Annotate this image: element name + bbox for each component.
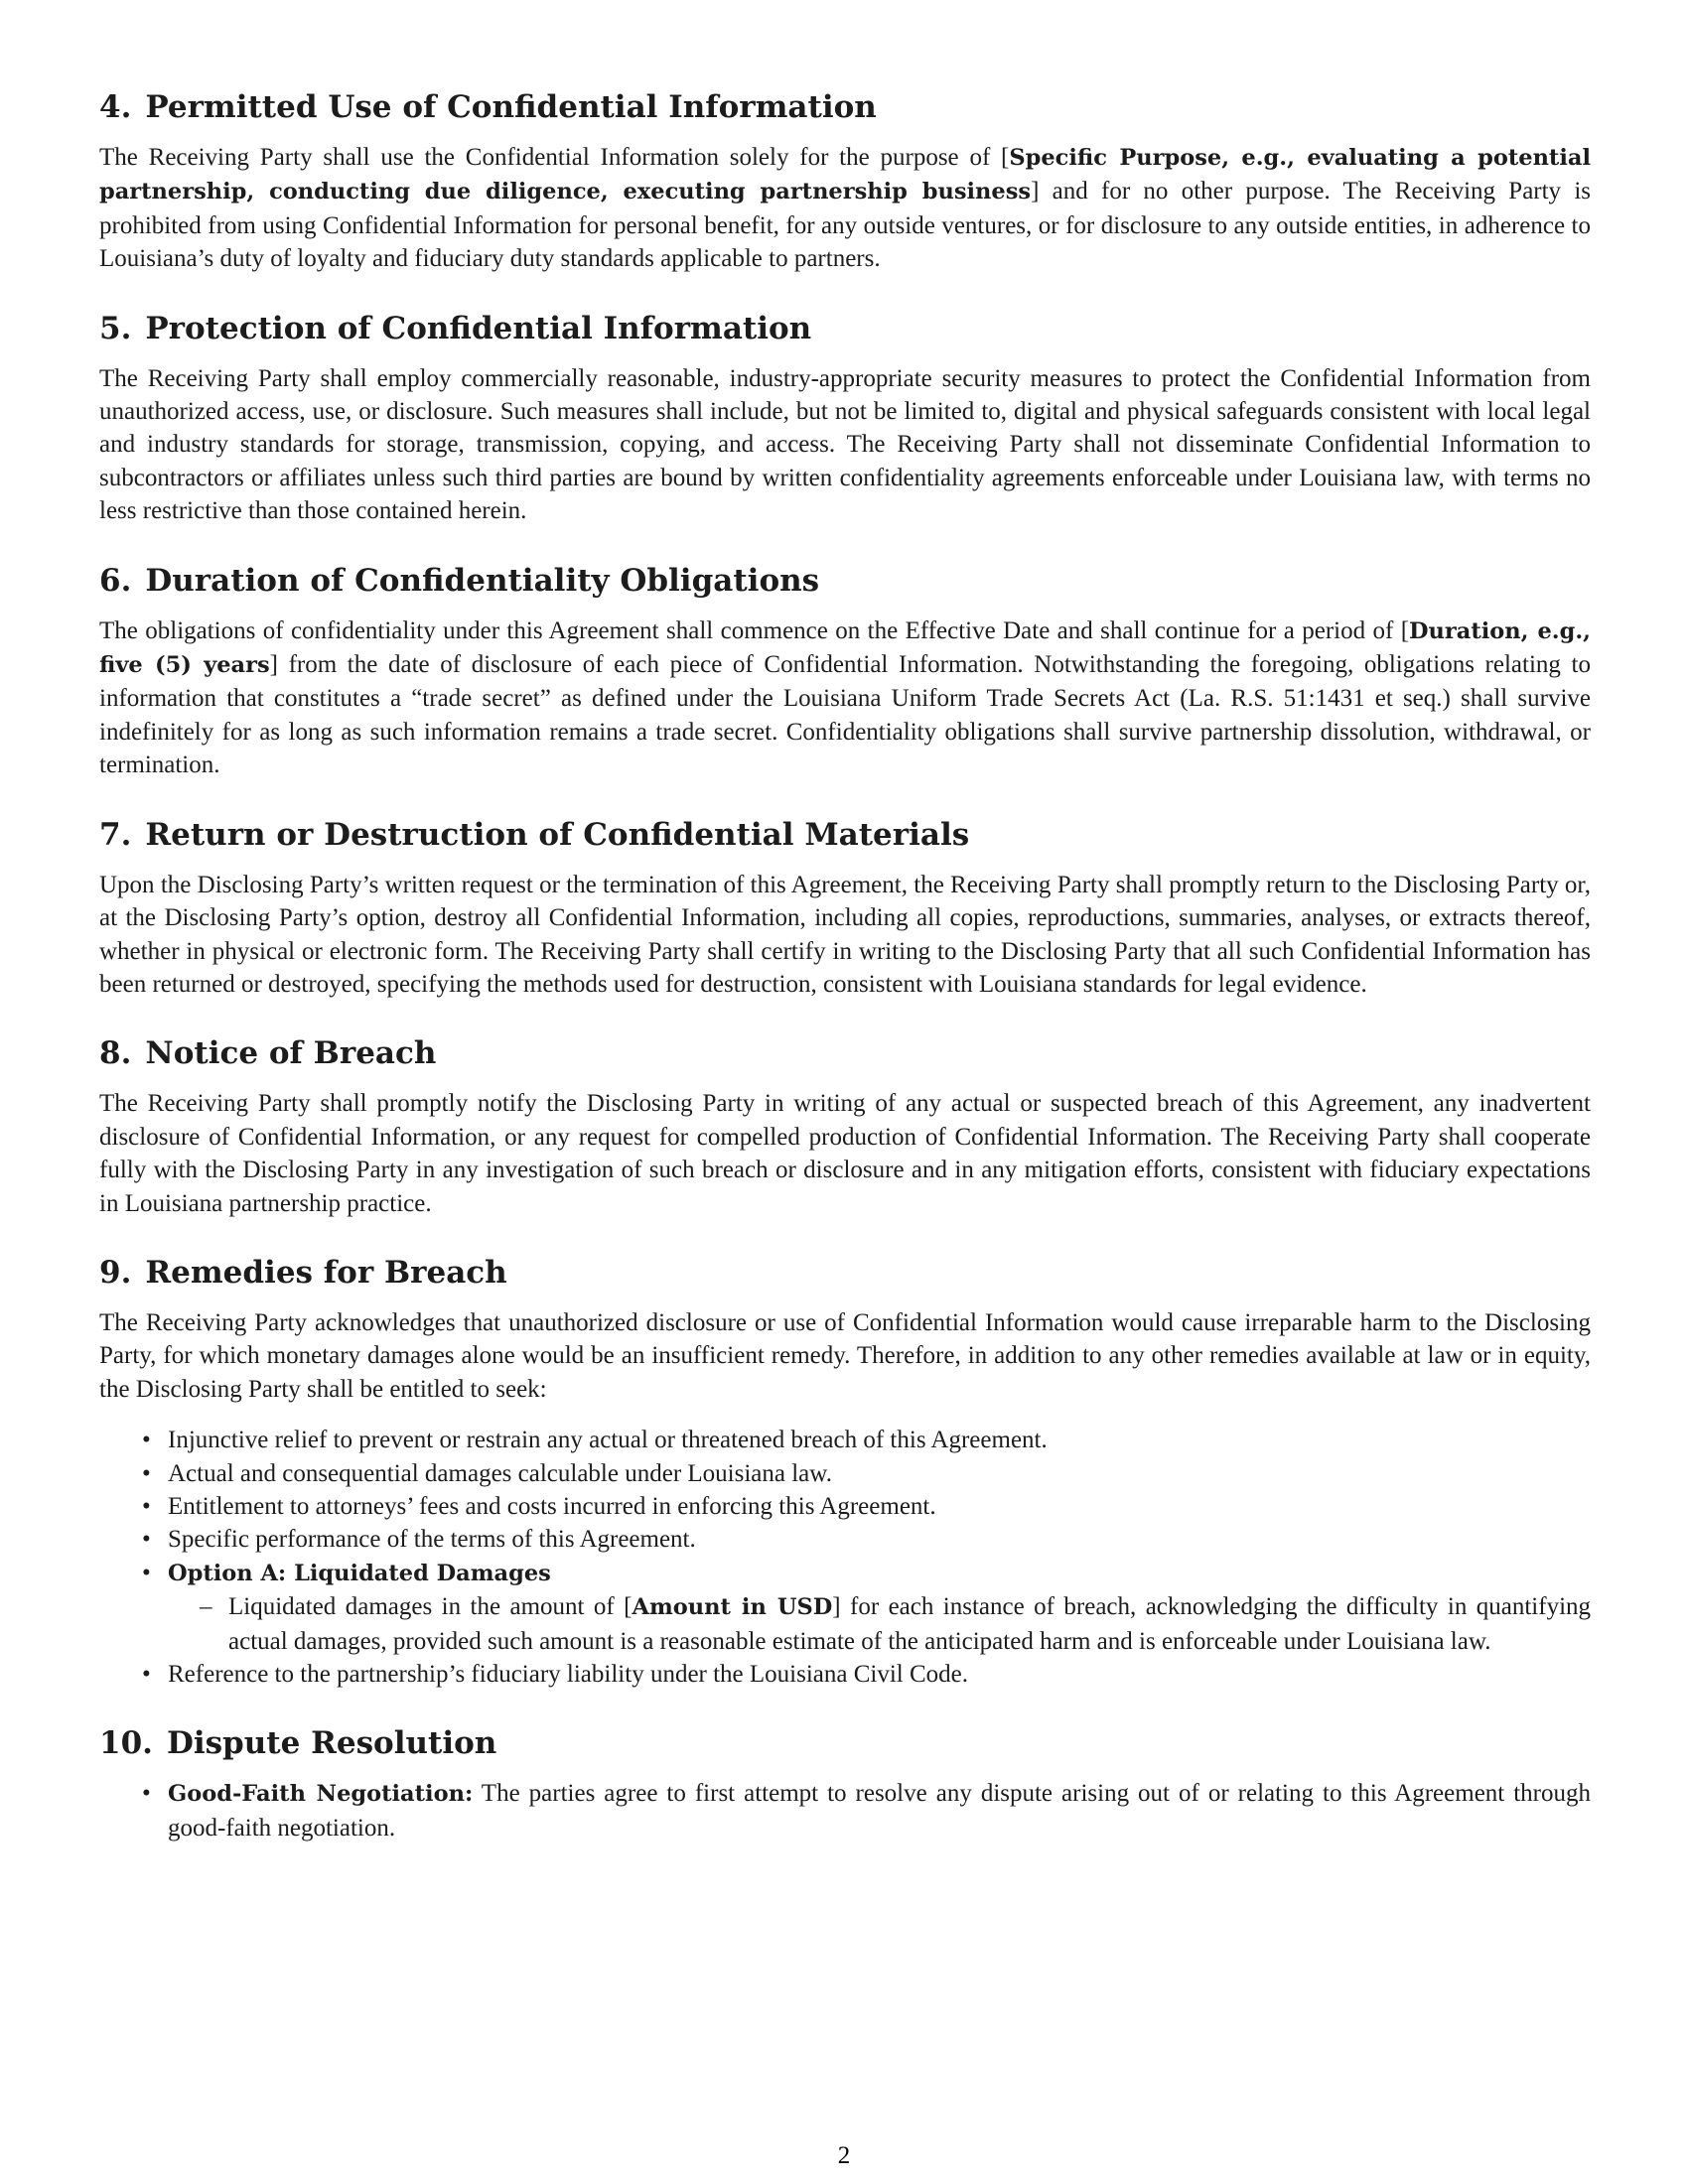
- placeholder-text: Specific Purpose, e.g., evaluating a potential partnership, conducting due diligence, executing partnership business: [99, 145, 1591, 205]
- section-10: [99, 1723, 1591, 1844]
- section-heading: 5. Protection of Confidential Information: [99, 310, 812, 346]
- section-heading: 6. Duration of Confidentiality Obligations: [99, 562, 820, 599]
- section-heading: 9. Remedies for Breach: [99, 1254, 507, 1291]
- section-heading: 10. Dispute Resolution: [99, 1725, 497, 1762]
- list-item: • Reference to the partnership’s fiduciary liability under the Louisiana Civil Code.: [99, 1658, 1591, 1691]
- item-label: Good-Faith Negotiation:: [168, 1781, 474, 1808]
- list-item: • Entitlement to attorneys’ fees and costs incurred in enforcing this Agreement.: [99, 1490, 1591, 1523]
- section-heading: 8. Notice of Breach: [99, 1035, 437, 1072]
- section-8: [99, 1033, 1591, 1220]
- section-paragraph: Upon the Disclosing Party’s written request or the termination of this Agreement, the Receiving Party shall promptly return to the Disclosing Party or, at the Disclosing Party’s option, destroy all Confidential Information, including all copies, reproductions, summaries, analyses, or extracts thereof, whether in physical or electronic form. The Receiving Party shall certify in writing to the Disclosing Party that all such Confidential Information has been returned or destroyed, specifying the methods used for destruction, consistent with Louisiana standards for legal evidence.: [99, 871, 1591, 998]
- placeholder-text: Duration, e.g., five (5) years: [99, 617, 1591, 679]
- remedies-list: [99, 1424, 1591, 1691]
- section-paragraph: The Receiving Party shall promptly notify the Disclosing Party in writing of any actual or suspected breach of this Agreement, any inadvertent disclosure of Confidential Information, or any request for compelled production of Confidential Information. The Receiving Party shall cooperate fully with the Disclosing Party in any investigation of such breach or disclosure and in any mitigation efforts, consistent with fiduciary expectations in Louisiana partnership practice.: [99, 1090, 1591, 1217]
- option-sublist: [168, 1590, 1591, 1658]
- list-item: • Injunctive relief to prevent or restrain any actual or threatened breach of this Agreement.: [99, 1424, 1591, 1456]
- section-7: [99, 815, 1591, 1002]
- page-number: 2: [837, 2142, 851, 2169]
- section-5: [99, 309, 1591, 528]
- section-heading: 7. Return or Destruction of Confidential Materials: [99, 816, 970, 853]
- section-4: [99, 87, 1591, 276]
- dispute-list: [99, 1777, 1591, 1844]
- section-heading: 4. Permitted Use of Confidential Information: [99, 89, 877, 125]
- option-label: Option A: Liquidated Damages: [168, 1560, 551, 1586]
- placeholder-text: Amount in USD: [632, 1594, 833, 1621]
- list-item: • Actual and consequential damages calculable under Louisiana law.: [99, 1457, 1591, 1490]
- section-paragraph: The Receiving Party shall employ commercially reasonable, industry-appropriate security measures to protect the Confidential Information from unauthorized access, use, or disclosure. Such measures shall include, but not be limited to, digital and physical safeguards consistent with local legal and industry standards for storage, transmission, copying, and access. The Receiving Party shall not disseminate Confidential Information to subcontractors or affiliates unless such third parties are bound by written confidentiality agreements enforceable under Louisiana law, with terms no less restrictive than those contained herein.: [99, 364, 1591, 525]
- section-paragraph: The Receiving Party acknowledges that unauthorized disclosure or use of Confidential Information would cause irreparable harm to the Disclosing Party, for which monetary damages alone would be an insufficient remedy. Therefore, in addition to any other remedies available at law or in equity, the Disclosing Party shall be entitled to seek:: [99, 1308, 1591, 1403]
- document-page: [99, 87, 1591, 1877]
- section-6: [99, 561, 1591, 782]
- list-item: • Good-Faith Negotiation: The parties agree to first attempt to resolve any dispute arising out of or relating to this Agreement through good-faith negotiation.: [99, 1777, 1591, 1844]
- list-item-option-a: [99, 1557, 1591, 1658]
- list-item: • Specific performance of the terms of this Agreement.: [99, 1523, 1591, 1556]
- section-paragraph: The Receiving Party shall use the Confidential Information solely for the purpose of [Specific Purpose, e.g., evaluating a potential partnership, conducting due diligence, executing partnership business] and for no other purpose. The Receiving Party is prohibited from using Confidential Information for personal benefit, for any outside ventures, or for disclosure to any outside entities, in adherence to Louisiana’s duty of loyalty and fiduciary duty standards applicable to partners.: [99, 144, 1591, 273]
- sub-list-item: – Liquidated damages in the amount of [Amount in USD] for each instance of breach, acknowledging the difficulty in quantifying actual damages, provided such amount is a reasonable estimate of the anticipated harm and is enforceable under Louisiana law.: [168, 1590, 1591, 1658]
- section-paragraph: The obligations of confidentiality under this Agreement shall commence on the Effective Date and shall continue for a period of [Duration, e.g., five (5) years] from the date of disclosure of each piece of Confidential Information. Notwithstanding the foregoing, obligations relating to information that constitutes a “trade secret” as defined under the Louisiana Uniform Trade Secrets Act (La. R.S. 51:1431 et seq.) shall survive indefinitely for as long as such information remains a trade secret. Confidentiality obligations shall survive partnership dissolution, withdrawal, or termination.: [99, 616, 1591, 779]
- section-9: [99, 1253, 1591, 1691]
